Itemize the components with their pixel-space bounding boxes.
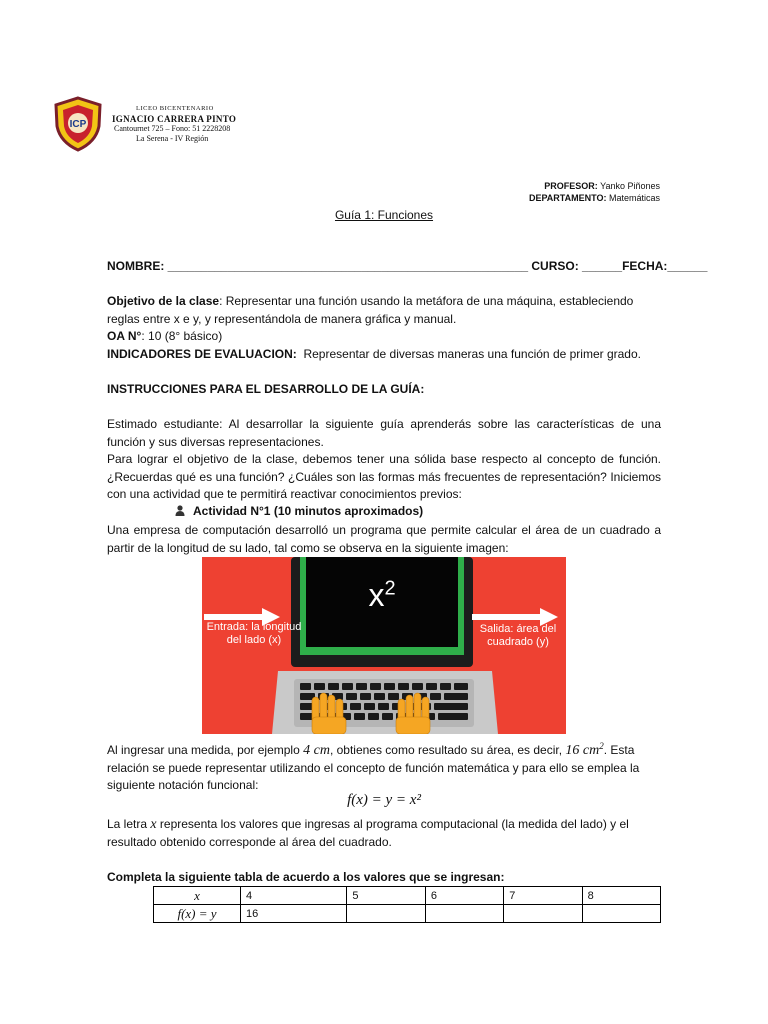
table-cell: 7 [504, 887, 582, 905]
table-cell: 4 [241, 887, 347, 905]
output-label: Salida: área del cuadrado (y) [479, 623, 557, 648]
school-logo [52, 96, 104, 152]
actividad-label: Actividad N°1 (10 minutos aproximados) [193, 504, 424, 518]
actividad-heading [175, 504, 423, 518]
input-label: Entrada: la longitud del lado (x) [206, 621, 302, 646]
instrucciones-heading: INSTRUCCIONES PARA EL DESARROLLO DE LA GUÍA: [107, 382, 425, 396]
function-formula: f(x) = y = x² [347, 792, 421, 808]
form-nombre-line: NOMBRE: ______________________________________________________ CURSO: ______FECHA:______ [107, 259, 708, 273]
table-row [154, 905, 661, 923]
math-x: x [150, 817, 157, 832]
school-city: La Serena - IV Región [136, 134, 209, 143]
oa-label: OA N° [107, 329, 142, 343]
screen-formula [306, 577, 458, 614]
screen-text: x [368, 577, 385, 613]
school-address: Cantournet 725 – Fono: 51 2228208 [114, 124, 231, 133]
oa-text: : 10 (8° básico) [141, 329, 223, 343]
screen-exponent: 2 [384, 577, 396, 600]
table-header-fx: f(x) = y [154, 905, 241, 923]
intro-paragraph-2: Para lograr el objetivo de la clase, debemos tener una sólida base respecto al concepto de función. ¿Recuerdas qué es una función? ¿Cuáles son las formas más frecuentes de representación? Iniciemos con una actividad que te permitirá reactivar conocimientos previos: [107, 452, 661, 501]
school-name: IGNACIO CARRERA PINTO [112, 114, 237, 124]
objetivo-label: Objetivo de la clase [107, 294, 220, 308]
table-cell-input[interactable] [504, 905, 582, 923]
table-cell: 16 [241, 905, 347, 923]
function-machine-figure [202, 557, 566, 734]
table-cell: 8 [582, 887, 660, 905]
depto-label: DEPARTAMENTO: [528, 193, 607, 203]
empresa-paragraph: Una empresa de computación desarrolló un programa que permite calcular el área de un cuadrado a partir de la longitud de su lado, tal como se observa en la siguiente imagen: [107, 523, 661, 555]
page-title: Guía 1: Funciones [334, 208, 434, 222]
math-16cm2: 16 cm [565, 743, 600, 758]
objetivo-paragraph [107, 293, 661, 363]
indicadores-label: INDICADORES DE EVALUACION: [107, 346, 297, 361]
profesor-label: PROFESOR: [544, 181, 598, 191]
objetivo-text: : Representar una función usando la metáfora de una máquina, estableciendo reglas entre x e y, y representándola de manera gráfica y manual. [107, 294, 634, 326]
letra-x-paragraph: La letra x representa los valores que ingresas al programa computacional (la medida del lado) y el resultado obtenido corresponde al área del cuadrado. [107, 817, 629, 849]
table-cell-input[interactable] [425, 905, 503, 923]
math-4cm: 4 cm [303, 743, 330, 758]
completa-heading: Completa la siguiente tabla de acuerdo a los valores que se ingresan: [107, 870, 505, 884]
depto-value: Matemáticas [608, 193, 660, 203]
table-header-x: x [154, 887, 241, 905]
values-table [153, 886, 661, 923]
table-cell-input[interactable] [582, 905, 660, 923]
logo-text: ICP [69, 119, 87, 130]
school-line1: LICEO BICENTENARIO [136, 105, 214, 112]
person-icon [175, 505, 185, 516]
school-info [112, 104, 236, 144]
intro-paragraph-1: Estimado estudiante: Al desarrollar la siguiente guía aprenderás sobre las características de una función y sus diversas representaciones. [107, 417, 661, 449]
table-cell-input[interactable] [347, 905, 425, 923]
table-row [154, 887, 661, 905]
profesor-value: Yanko Piñones [600, 181, 660, 191]
indicadores-text: Representar de diversas maneras una función de primer grado. [303, 346, 641, 361]
teacher-info [529, 180, 660, 204]
table-cell: 6 [425, 887, 503, 905]
ingresar-paragraph: Al ingresar una medida, por ejemplo 4 cm, obtienes como resultado su área, es decir, 16 $cm^2$. Esta relación se puede representar utilizando el concepto de función matemática y para ello se emplea la siguiente notación funcional: [107, 741, 640, 792]
table-cell: 5 [347, 887, 425, 905]
